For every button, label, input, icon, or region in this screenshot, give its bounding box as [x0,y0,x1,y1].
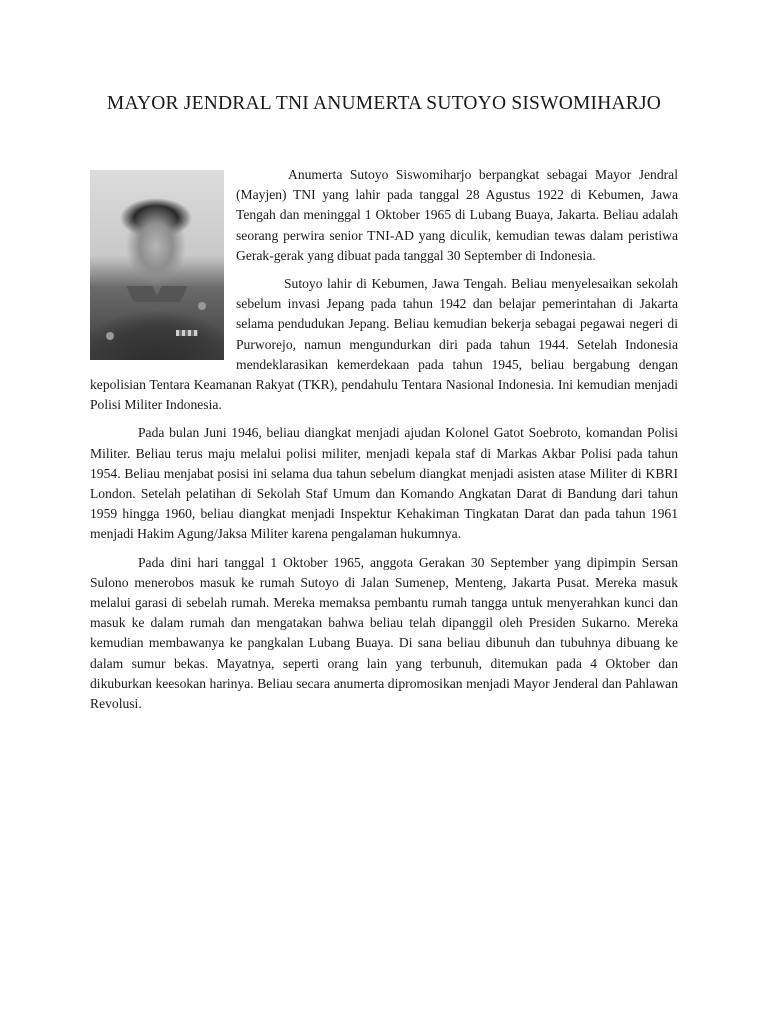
paragraph-career: Pada bulan Juni 1946, beliau diangkat menjadi ajudan Kolonel Gatot Soebroto, komandan Polisi Militer. Beliau terus maju melalui polisi militer, menjadi kepala staf di Markas Akbar Polisi pada tahun 1954. Beliau menjabat posisi ini selama dua tahun sebelum diangkat menjadi asisten atase Militer di KBRI London. Setelah pelatihan di Sekolah Staf Umum dan Komando Angkatan Darat di Bandung dari tahun 1959 hingga 1960, beliau diangkat menjadi Inspektur Kehakiman Tingkatan Darat dan pada tahun 1961 menjadi Hakim Agung/Jaksa Militer karena pengalaman hukumnya. [90,425,678,542]
document-body [90,165,678,722]
paragraph-intro: Anumerta Sutoyo Siswomiharjo berpangkat sebagai Mayor Jendral (Mayjen) TNI yang lahir pada tanggal 28 Agustus 1922 di Kebumen, Jawa Tengah dan meninggal 1 Oktober 1965 di Lubang Buaya, Jakarta. Beliau adalah seorang perwira senior TNI-AD yang diculik, kemudian tewas dalam peristiwa Gerak-gerak yang dibuat pada tanggal 30 September di Indonesia. [236,167,678,263]
document-title: MAYOR JENDRAL TNI ANUMERTA SUTOYO SISWOMIHARJO [106,93,662,114]
paragraph-early-life: Sutoyo lahir di Kebumen, Jawa Tengah. Beliau menyelesaikan sekolah sebelum invasi Jepang pada tahun 1942 dan belajar pemerintahan di Jakarta selama pendudukan Jepang. Beliau kemudian bekerja sebagai pegawai negeri di Purworejo, namun mengundurkan diri pada tahun 1944. Setelah Indonesia mendeklarasikan kemerdekaan pada tahun 1945, beliau bergabung dengan kepolisian Tentara Keamanan Rakyat (TKR), pendahulu Tentara Nasional Indonesia. Ini kemudian menjadi Polisi Militer Indonesia. [90,276,678,413]
portrait-medal-ribbon [176,330,198,336]
portrait-insignia-left [106,332,114,340]
portrait-insignia-right [198,302,206,310]
portrait-photo [90,170,224,360]
paragraph-death: Pada dini hari tanggal 1 Oktober 1965, anggota Gerakan 30 September yang dipimpin Sersan Sulono menerobos masuk ke rumah Sutoyo di Jalan Sumenep, Menteng, Jakarta Pusat. Mereka masuk melalui garasi di sebelah rumah. Mereka memaksa pembantu rumah tangga untuk menyerahkan kunci dan masuk ke dalam rumah dan mengatakan bahwa beliau telah dipanggil oleh Presiden Sukarno. Mereka kemudian membawanya ke pangkalan Lubang Buaya. Di sana beliau dibunuh dan tubuhnya dibuang ke dalam sumur bekas. Mayatnya, seperti orang lain yang terbunuh, ditemukan pada 4 Oktober dan dikuburkan keesokan harinya. Beliau secara anumerta dipromosikan menjadi Mayor Jenderal dan Pahlawan Revolusi. [90,554,678,712]
